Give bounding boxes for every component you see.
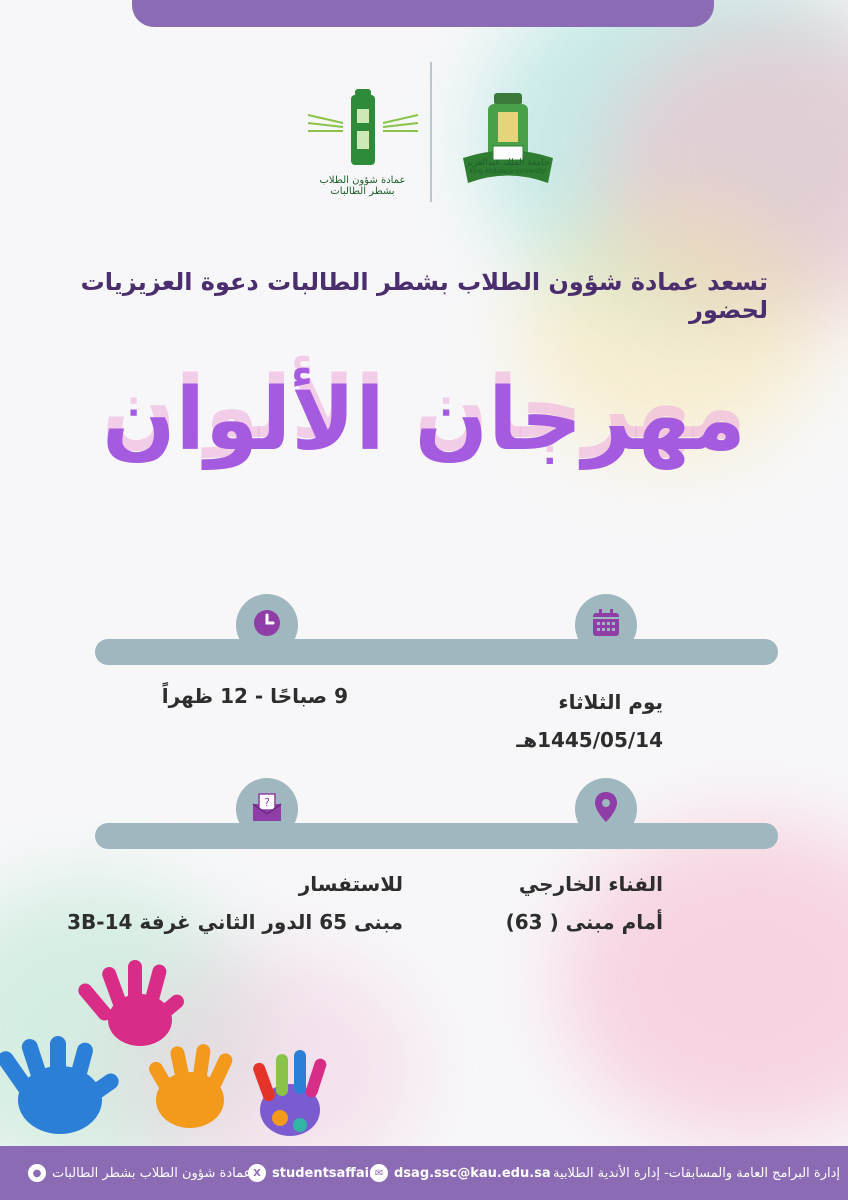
place-building: أمام مبنى ( 63) xyxy=(505,910,663,934)
logo-divider xyxy=(430,62,432,202)
inquiry-room: مبنى 65 الدور الثاني غرفة 14-3B xyxy=(67,910,403,934)
university-logo xyxy=(455,88,560,175)
place-block xyxy=(506,865,663,941)
footer-dept-text: إدارة البرامج العامة والمسابقات- إدارة الأندية الطلابية xyxy=(553,1165,840,1181)
footer-bar xyxy=(0,1146,848,1200)
event-time: 9 صباحًا - 12 ظهراً xyxy=(161,684,348,708)
info-bar-bottom xyxy=(95,823,778,849)
invite-text: تسعد عمادة شؤون الطلاب بشطر الطالبات دعوة العزيزيات لحضور xyxy=(80,268,768,324)
email-icon: ✉ xyxy=(370,1164,388,1182)
pink-hand-icon xyxy=(75,960,186,1046)
event-day: يوم الثلاثاء xyxy=(558,690,663,714)
blue-hand-icon xyxy=(0,1036,122,1134)
orange-hand-icon xyxy=(146,1043,234,1128)
inquiry-block xyxy=(67,865,403,941)
clock-icon xyxy=(252,608,282,642)
clock-circle xyxy=(236,594,298,656)
footer-twitter[interactable] xyxy=(248,1146,375,1200)
festival-title: مهرجان الألوان xyxy=(102,370,746,470)
deanship-logo-caption-1: عمادة شؤون الطلاب xyxy=(319,175,406,186)
multicolor-hand-icon xyxy=(252,1050,328,1136)
footer-deanship xyxy=(28,1146,251,1200)
info-bar-top xyxy=(95,639,778,665)
place-name: الفناء الخارجي xyxy=(518,872,663,896)
university-logo-caption: جامعة الملك عبدالعزيز xyxy=(465,158,550,168)
x-twitter-icon: X xyxy=(248,1164,266,1182)
footer-deanship-text: عمادة شؤون الطلاب بشطر الطالبات xyxy=(52,1165,252,1181)
envelope-question-icon xyxy=(251,792,283,826)
event-date: 1445/05/14هـ xyxy=(516,728,663,752)
location-circle xyxy=(575,778,637,840)
time-block xyxy=(162,677,348,715)
university-logo-caption-en: King Abdulaziz University xyxy=(469,168,546,175)
calendar-circle xyxy=(575,594,637,656)
deanship-mini-logo-icon: ● xyxy=(28,1164,46,1182)
handprints-illustration xyxy=(0,950,340,1150)
day-date-block xyxy=(516,683,663,759)
top-banner xyxy=(132,0,714,27)
footer-email[interactable] xyxy=(370,1146,551,1200)
footer-twitter-text: studentsaffair xyxy=(272,1165,376,1181)
footer-email-text: dsag.ssc@kau.edu.sa xyxy=(394,1165,551,1181)
footer-dept xyxy=(553,1146,840,1200)
inquiry-label: للاستفسار xyxy=(298,872,403,896)
deanship-logo-caption-2: بشطر الطالبات xyxy=(330,186,395,197)
svg-text:?: ? xyxy=(264,796,270,809)
deanship-logo xyxy=(300,85,425,197)
inquiry-circle xyxy=(236,778,298,840)
location-pin-icon xyxy=(593,791,619,827)
calendar-icon xyxy=(591,608,621,642)
